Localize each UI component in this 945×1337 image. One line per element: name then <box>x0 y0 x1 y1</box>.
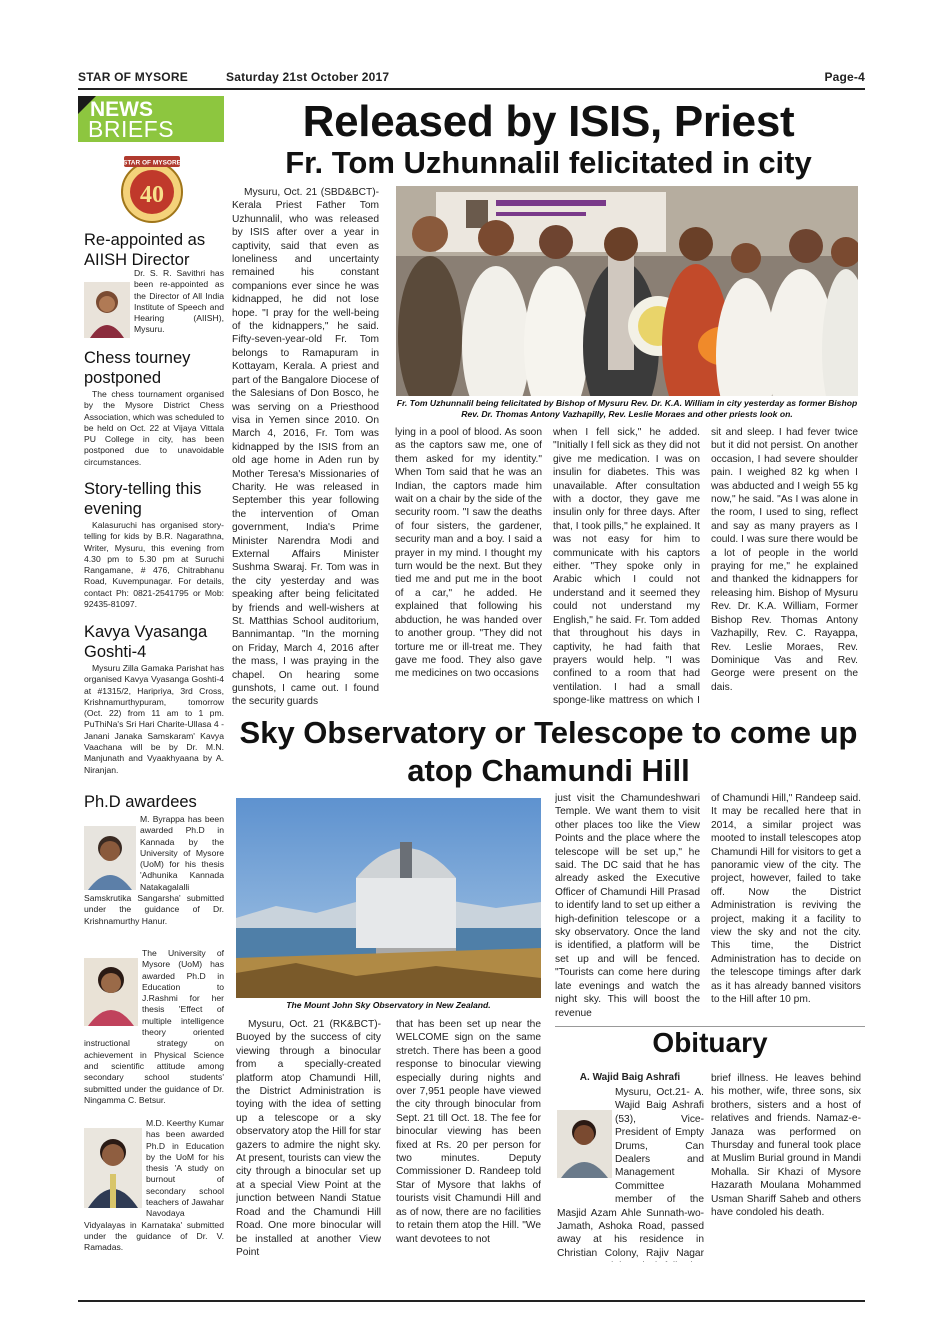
felicitation-photo <box>396 186 858 396</box>
rashmi-photo <box>84 958 138 1026</box>
story1-subheadline: Fr. Tom Uzhunnalil felicitated in city <box>285 145 812 180</box>
badge-title: STAR OF MYSORE <box>122 159 182 167</box>
story2-column-4: of Chamundi Hill," Randeep said. It may be recalled here that in 2014, a similar project was mooted to install telescopes atop Chamundi Hill for visitors to get a panoramic view of the city. The project, however, failed to take off. Now the District Administration is reviving the project, making it a facility to view the sky and not the city. This time, the District Administration has to decide on the telescope timings after dark as it has already banned visitors to the Hill after 10 pm. <box>711 793 861 1006</box>
byrappa-photo <box>84 826 136 890</box>
story1-column-1: Mysuru, Oct. 21 (SBD&BCT)- Kerala Priest Father Tom Uzhunnalil, who was released by ISIS after over a year in captivity, said that even as loneliness and uncertainty remained his constant companions ever since he was kidnapped, he did not lose hope. "I pray for the well-being of the kidnappers," he said. Fifty-seven-year-old Fr. Tom belongs to Ramapuram in Kottayam, Kerala. A priest and part of the Bangalore Diocese of the Salesians of Don Bosco, he was serving on a Priesthood visa in Yemen since 2010. On March 4, 2016, Fr. Tom was kidnapped by the ISIS from an old age home in Aden run by Mother Teresa's Missionaries of Charity. He was released in September this year following the intervention of Oman government, India's Prime Minister Narendra Modi and External Affairs Minister Sushma Swaraj. Fr. Tom was in the city yesterday and was speaking after being felicitated by friends and well-wishers at St. Matthias School auditorium, Bannimantap. "In the morning on Friday, March 4, 2016 after the mass, I was praying in the chapel. On hearing some gunshots, I came out. I found the security guards <box>232 187 379 706</box>
felicitation-caption: Fr. Tom Uzhunnalil being felicitated by Bishop of Mysuru Rev. Dr. K.A. William in city yesterday as former Bishop Rev. Dr. Thomas Antony Vazhapilly, Rev. Leslie Moraes and other priests look on. <box>396 398 858 419</box>
story2-column-1: Mysuru, Oct. 21 (RK&BCT)- Buoyed by the success of city viewing through a binocular from a specially-created platform atop Chamundi Hill, the District Administration is toying with the idea of setting up a telescope or a sky observatory atop the Hill for star gazers to admire the night sky. At present, tourists can view the city through a binocular set up at a special View Point at the junction between Nandi Statue Road and the Chamundi Hill Road. One more binocular will be installed at another View Point <box>236 1019 381 1258</box>
phd-keerthy: M.D. Keerthy Kumar has been awarded Ph.D in Education by the UoM for his thesis 'A study on burnout of secondary school teachers of Jawahar Navodaya Vidyalayas in Karnataka' submitted under the guidance of Dr. V. Ramadas. <box>84 1118 224 1253</box>
brief-heading: Story-telling this evening <box>84 480 202 518</box>
bottom-rule <box>78 1300 865 1302</box>
obituary-column-1: Mysuru, Oct.21- A. Wajid Baig Ashrafi (53), Vice-President of Empty Drums, Can Dealers and Management Committee member of the Masjid Azam Ahle Sunnath-wo-Jamath, Ashoka Road, passed away at his residence in Christian Colony, Rajiv Nagar <box>557 1087 704 1259</box>
story1-column-3: when I fell sick," he added. "Initially I fell sick as they did not give me medication. I was on insulin for diabetes. This was unavailable. After consultation with a doctor, they gave me insulin only for three days. After that, I took pills," he explained. It was not easy for him to communicate with his captors either. "They spoke only in Arabic which I could not understand and it seemed they could not understand my English," he said. Fr. Tom added that throughout his days in captivity, he had faith that prayers would help. "I was confined to a room that had ventilation. I had a small sponge-like mattress on which I <box>553 427 700 706</box>
story1-column-2: lying in a pool of blood. As soon as the captors saw me, one of them asked for my identity." When Tom said that he was an Indian, the captors made him wait on a chair by the side of the security room. "I saw the deaths of four sisters, the gardener, security man and a boy. I said a prayer in my mind. I thought my turn would be the next. But they tied me and put me in the boot of a car," he added. He explained that following his abduction, he was handed over to another group. "They did not torture me or ill-treat me. They gave me food. They also gave me medicines on two occasions <box>395 427 542 680</box>
observatory-caption: The Mount John Sky Observatory in New Zealand. <box>286 1000 491 1010</box>
story2-column-3: just visit the Chamundeshwari Temple. We want them to visit other places too like the View Points and the place where the telescope will be set up," he said. The DC said that he has already asked the Executive Officer of Chamundi Hill Prasad to identify land to set up either a high-definition telescope or a sky observatory. Once the land is identified, a platform will be set up and will be fenced. "Tourists can come here during late evenings and watch the night sky. This will boost the revenue <box>555 793 700 1017</box>
brief-heading: Kavya Vyasanga Goshti-4 <box>84 623 208 661</box>
brief-heading: Chess tourney postponed <box>84 349 191 387</box>
masthead <box>78 70 865 86</box>
top-rule <box>78 88 865 90</box>
brief-heading: Ph.D awardees <box>84 793 197 811</box>
brief-body: The chess tournament organised by the Mysore District Chess Association, which was scheduled to be held on Oct. 22 at Vijaya Vittala PU College in city, has been postponed due to unavoidable circumstances. <box>84 389 224 467</box>
phd-byrappa: M. Byrappa has been awarded Ph.D in Kannada by the University of Mysore (UoM) for his thesis 'Adhunika Kannada Natakagalalli Samskrutika Sangarsha' submitted under the guidance of Dr. Krishnamurthy Hanur. <box>84 814 224 926</box>
story2-headline: Sky Observatory or Telescope to come up atop Chamundi Hill <box>239 715 858 788</box>
phd-rashmi: The University of Mysore (UoM) has awarded Ph.D in Education to J.Rashmi for her thesis 'Effect of multiple intelligence theory oriented instructional strategy on achievement in Physical Science and scientific attitude among secondary school students' submitted under the guidance of Dr. Ningamma C. Betsur. <box>84 948 224 1105</box>
obituary-column-2: brief illness. He leaves behind his mother, wife, three sons, six brothers, sisters and a host of relatives and friends. Namaz-e-Janaza was performed on Thursday and funeral took place at Muslim Burial ground in Mandi Mohalla. Sir Khazi of Mysore Hazarath Moulana Mohammed Usman Shariff Saheb and others have condoled his death. <box>711 1073 861 1219</box>
badge-number: 40 <box>140 182 164 208</box>
issue-date: Saturday 21st October 2017 <box>226 70 390 84</box>
obituary-name: A. Wajid Baig Ashrafi <box>579 1072 681 1083</box>
observatory-photo <box>236 798 541 998</box>
brief-heading: Re-appointed as AIISH Director <box>84 231 206 269</box>
obituary-heading: Obituary <box>555 1026 865 1065</box>
page-number: Page-4 <box>824 70 865 84</box>
keerthy-photo <box>84 1128 142 1208</box>
story1-column-4: sit and sleep. I had fever twice but it did not persist. On another occasion, I had severe shoulder pain. I weighed 82 kg when I was abducted and I weigh 55 kg now," he said. "As I was alone in the room, I used to sing, reflect and say as many prayers as I could. I was sure there would be a lot of people in the world praying for me," he explained and thanked the kidnappers for releasing him. Bishop of Mysuru Rev. Dr. K.A. William, Former Bishop Rev. Thomas Antony Vazhapilly, Rev. C. Rayappa, Rev. Leslie Moraes, Rev. Dominique Vas and Rev. George were present on the dais. <box>711 427 858 693</box>
story1-headline: Released by ISIS, Priest <box>302 97 795 146</box>
brief-body: Mysuru Zilla Gamaka Parishat has organised Kavya Vyasanga Goshti-4 at #1315/2, Haripriya, 3rd Cross, Krishnamurthypuram, tomorrow (Oct. 22) from 11 am to 1 pm. PuThiNa's Sri Hari Charite-Ullasa 4 - Janani Janaka Samskaram' Kavya Vaachana will be by Dr. M.N. Manjunath and Vyaakhyaana by A. Niranjan. <box>84 663 224 775</box>
brief-body: Kalasuruchi has organised story-telling for kids by B.R. Nagarathna, Writer, Mysuru, this evening from 4.30 pm to 5.30 pm at Suruchi Rangamane, # 476, Chitrabhanu Road, Kuvempunagar. For details, contact Ph: 0821-2541795 or Mob: 92435-81097. <box>84 520 224 610</box>
news-briefs-sidebar <box>78 96 224 1256</box>
news-briefs-title-2: BRIEFS <box>88 116 175 142</box>
paper-name: STAR OF MYSORE <box>78 70 188 84</box>
news-briefs-banner <box>78 96 224 142</box>
anniversary-badge <box>116 152 188 226</box>
news-briefs-title-1: NEWS <box>90 98 153 121</box>
story2-column-2: that has been set up near the WELCOME sign on the same stretch. There has been a good response to binocular viewing especially during nights and over 7,951 people have viewed the city through binocular from Sept. 21 till Oct. 18. The fee for binocular viewing has been fixed at Rs. 20 per person for two minutes. Deputy Commissioner D. Randeep told Star of Mysore that lakhs of tourists visit Chamundi Hill and as of now, there are no facilities to retain them atop the Hill. "We want devotees to not <box>396 1019 541 1245</box>
brief-body: Dr. S. R. Savithri has been re-appointed as the Director of All India Institute of Speech and Hearing (AIISH), Mysuru. <box>134 268 224 335</box>
